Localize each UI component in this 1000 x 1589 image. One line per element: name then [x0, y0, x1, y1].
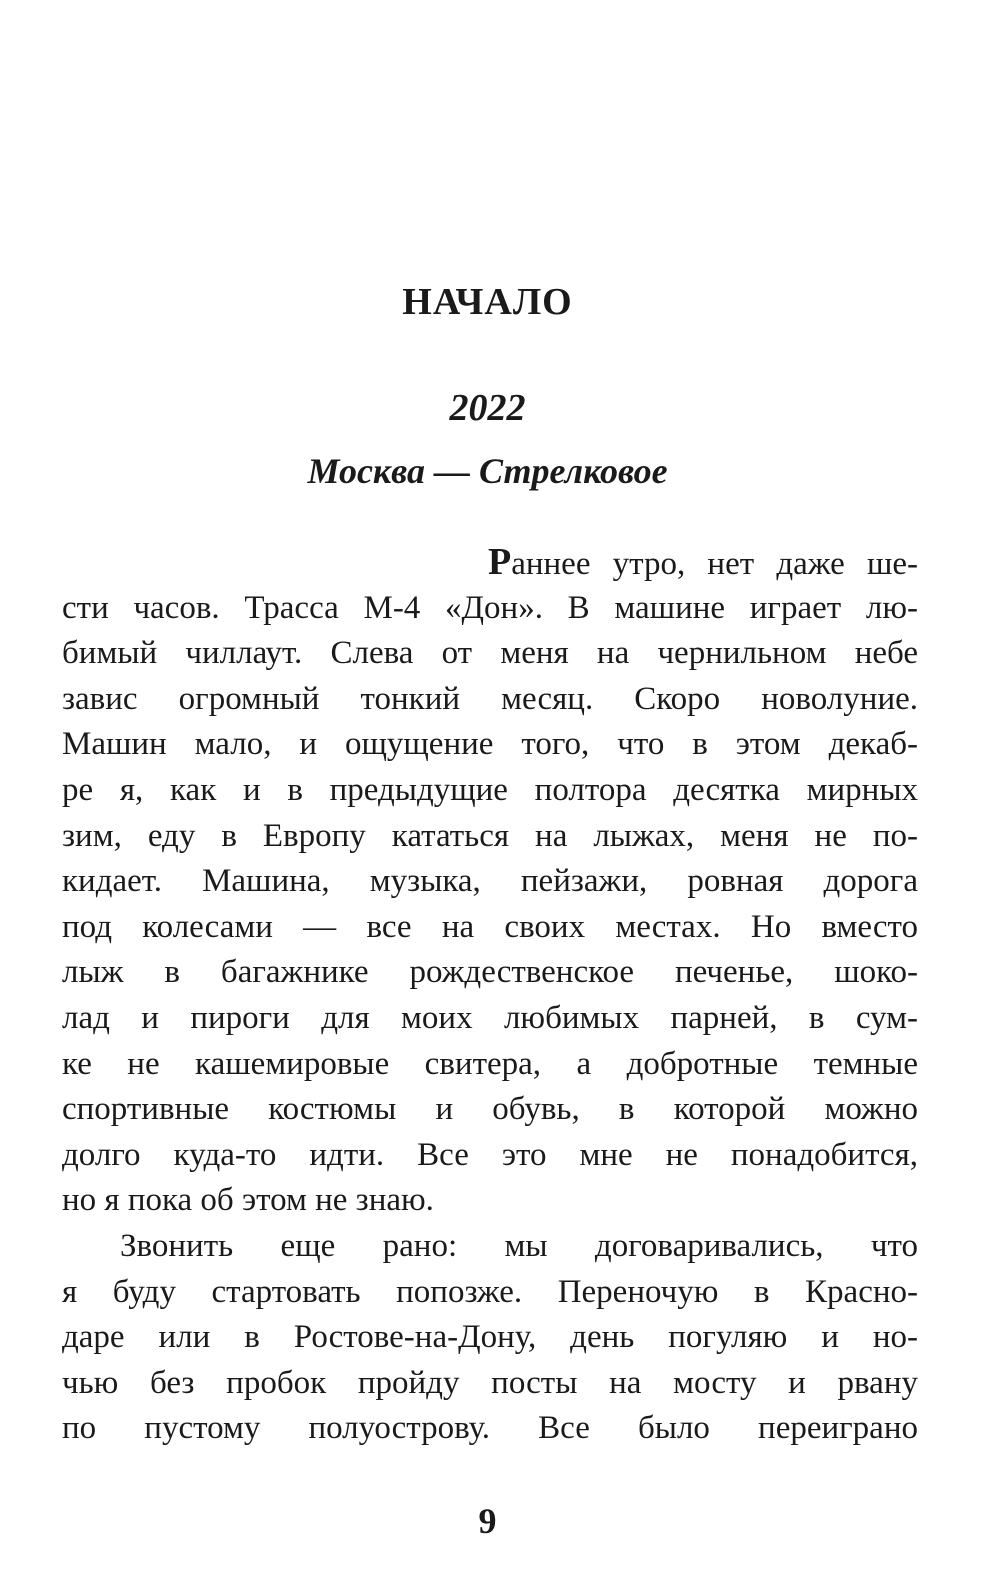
- text-line: лад и пироги для моих любимых парней, в сум-: [62, 999, 918, 1036]
- text-line: спортивные костюмы и обувь, в которой можно: [62, 1091, 918, 1128]
- drop-letter: Р: [488, 541, 512, 583]
- text-line: даре или в Ростове-на-Дону, день погуляю и но-: [62, 1319, 918, 1356]
- text-line: бимый чиллаут. Слева от меня на чернильном небе: [62, 635, 918, 672]
- text-line: кидает. Машина, музыка, пейзажи, ровная дорога: [62, 863, 918, 900]
- text-line: ке не кашемировые свитера, а добротные темные: [62, 1045, 918, 1082]
- text-line: завис огромный тонкий месяц. Скоро новолуние.: [62, 680, 918, 717]
- text-line: чью без пробок пройду посты на мосту и рвану: [62, 1364, 918, 1401]
- text-line: я буду стартовать попозже. Переночую в Красно-: [62, 1273, 918, 1310]
- section-place: Москва — Стрелковое: [307, 451, 668, 491]
- text-line: Звонить еще рано: мы договаривались, что: [120, 1227, 918, 1264]
- chapter-title: НАЧАЛО: [402, 281, 573, 323]
- text-line: по пустому полуострову. Все было переиграно: [62, 1410, 918, 1447]
- text-line: сти часов. Трасса М-4 «Дон». В машине играет лю-: [62, 589, 918, 626]
- text-line: но я пока об этом не знаю.: [62, 1182, 434, 1219]
- text-line: Машин мало, и ощущение того, что в этом декаб-: [62, 726, 918, 763]
- body-text: [62, 540, 918, 1452]
- text-line: зим, еду в Европу кататься на лыжах, меня не по-: [62, 817, 918, 854]
- text-line-content: аннее утро, нет даже ше-: [511, 546, 918, 582]
- text-line: под колесами — все на своих местах. Но вместо: [62, 908, 918, 945]
- text-line: лыж в багажнике рождественское печенье, шоко-: [62, 954, 918, 991]
- text-line: долго куда-то идти. Все это мне не понадобится,: [62, 1136, 918, 1173]
- page-number: 9: [478, 1501, 497, 1541]
- text-line: [62, 540, 918, 586]
- text-line: ре я, как и в предыдущие полтора десятка мирных: [62, 771, 918, 808]
- section-year: 2022: [449, 387, 526, 429]
